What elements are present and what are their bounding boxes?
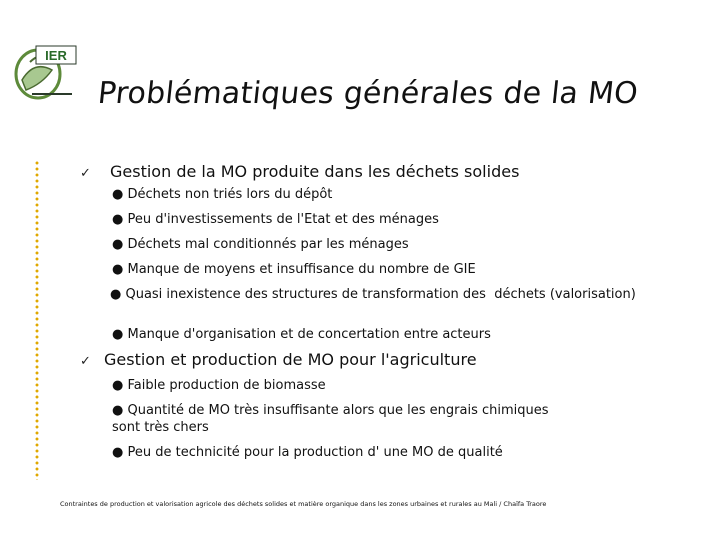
institution-logo	[12, 40, 80, 102]
list-item: ● Peu d'investissements de l'Etat et des ménages	[112, 212, 439, 227]
check-icon: ✓	[80, 354, 91, 369]
list-item: ● Peu de technicité pour la production d' une MO de qualité	[112, 445, 503, 460]
list-item: ● Quasi inexistence des structures de transformation des déchets (valorisation)	[110, 287, 636, 302]
decorative-dotted-bar	[34, 160, 40, 480]
section-heading-waste-management: Gestion de la MO produite dans les déchets solides	[110, 162, 520, 181]
section-heading-agriculture: Gestion et production de MO pour l'agriculture	[104, 350, 477, 369]
list-item: ● Faible production de biomasse	[112, 378, 326, 393]
list-item: ● Manque de moyens et insuffisance du nombre de GIE	[112, 262, 476, 277]
check-icon: ✓	[80, 166, 91, 181]
slide-footer: Contraintes de production et valorisation agricole des déchets solides et matière organique dans les zones urbaines et rurales au Mali / Chaïfa Traore	[60, 500, 547, 508]
list-item: ● Déchets mal conditionnés par les ménages	[112, 237, 409, 252]
list-item: ● Quantité de MO très insuffisante alors que les engrais chimiques sont très chers	[112, 403, 553, 435]
list-item: ● Manque d'organisation et de concertation entre acteurs	[112, 327, 491, 342]
logo-text: IER	[45, 48, 67, 63]
list-item: ● Déchets non triés lors du dépôt	[112, 187, 333, 202]
slide-title: Problématiques générales de la MO	[96, 76, 640, 111]
